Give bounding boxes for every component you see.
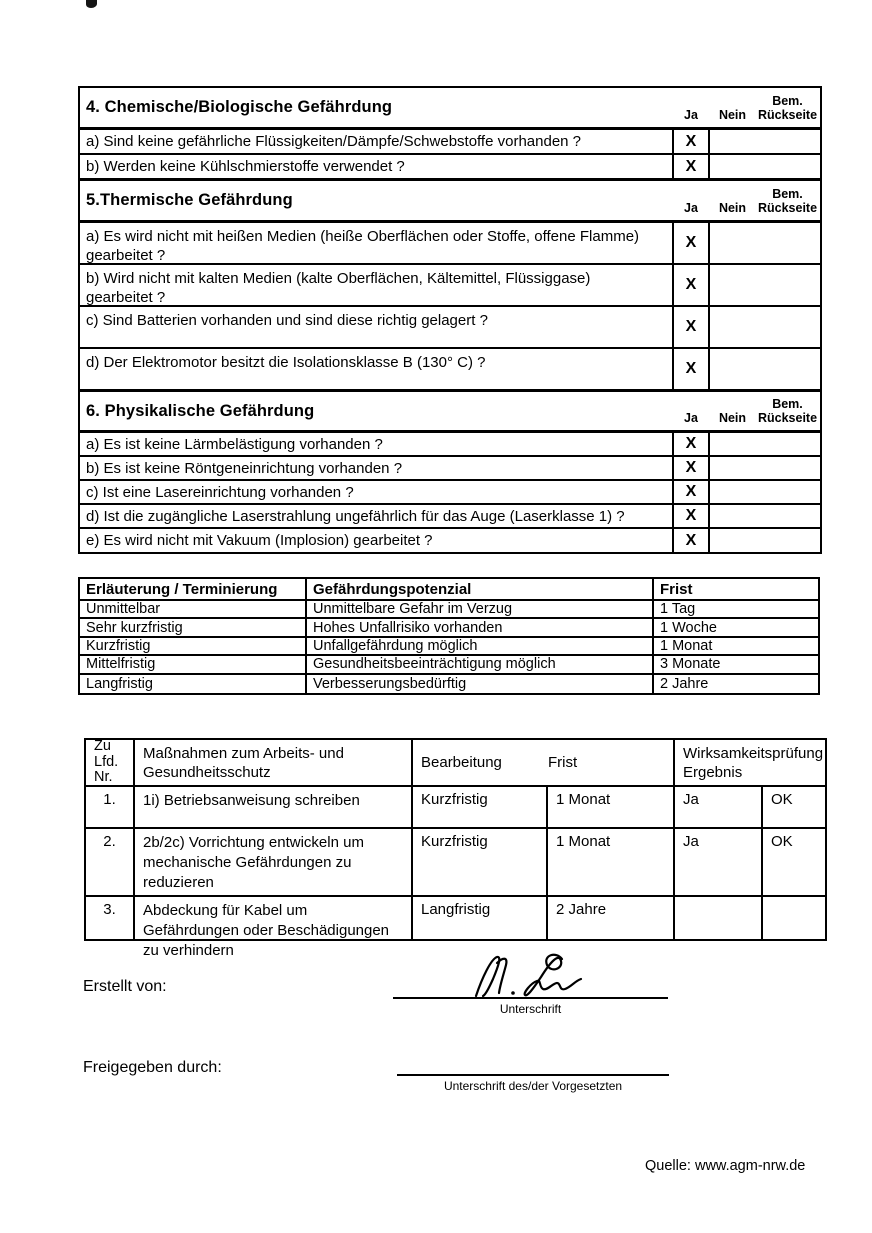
legend-cell: Unmittelbar <box>80 601 307 617</box>
hazard-questions-table <box>78 86 822 554</box>
answer-ja-cell: X <box>674 130 710 153</box>
section-5-header <box>80 180 820 223</box>
answer-ja-cell: X <box>674 349 710 389</box>
bem-label-line2: Rückseite <box>757 108 818 122</box>
legend-row <box>80 638 818 656</box>
answer-column-labels <box>672 392 820 430</box>
question-row <box>80 529 820 552</box>
legend-cell: 1 Woche <box>660 619 717 636</box>
section-4-header <box>80 88 820 130</box>
source-note: Quelle: www.agm-nrw.de <box>645 1158 806 1174</box>
ja-column-label: Ja <box>684 201 698 215</box>
legend-cell: 2 Jahre <box>660 675 709 692</box>
vorgesetzten-caption: Unterschrift des/der Vorgesetzten <box>443 1079 623 1093</box>
question-text: a) Sind keine gefährliche Flüssigkeiten/Dämpfe/Schwebstoffe vorhanden ? <box>80 130 674 153</box>
legend-cell: Sehr kurzfristig <box>80 619 307 635</box>
measures-header-nr: Zu Lfd. Nr. <box>86 740 135 785</box>
legend-cell: Gesundheitsbeeinträchtigung möglich <box>307 656 654 672</box>
question-text: b) Werden keine Kühlschmierstoffe verwendet ? <box>80 155 674 178</box>
measure-frist: 1 Monat <box>548 829 675 895</box>
scan-artifact <box>86 0 97 8</box>
question-text: c) Ist eine Lasereinrichtung vorhanden ? <box>80 481 674 503</box>
answer-bem-cell <box>710 265 820 305</box>
legend-row <box>80 601 818 619</box>
question-row <box>80 433 820 457</box>
bem-column-label <box>755 397 820 425</box>
question-text: a) Es ist keine Lärmbelästigung vorhanden ? <box>80 433 674 455</box>
question-text: e) Es wird nicht mit Vakuum (Implosion) gearbeitet ? <box>80 529 674 552</box>
ja-column-label: Ja <box>684 108 698 122</box>
legend-table <box>78 577 820 695</box>
legend-cell: Kurzfristig <box>80 638 307 654</box>
measure-row <box>86 829 825 897</box>
freigegeben-durch-label: Freigegeben durch: <box>83 1059 222 1076</box>
question-row <box>80 457 820 481</box>
legend-cell: Hohes Unfallrisiko vorhanden <box>307 619 654 635</box>
legend-header-potenzial: Gefährdungspotenzial <box>307 579 654 599</box>
measure-frist: 1 Monat <box>548 787 675 827</box>
answer-bem-cell <box>710 223 820 263</box>
measure-bearbeitung: Kurzfristig <box>413 829 548 895</box>
bem-label-line2: Rückseite <box>757 411 818 425</box>
measures-header-bearbeitung-frist <box>413 740 675 785</box>
bem-label-line1: Bem. <box>772 94 803 108</box>
bem-column-label <box>755 187 820 215</box>
legend-row <box>80 619 818 637</box>
legend-cell: Verbesserungsbedürftig <box>307 675 654 693</box>
section-6-title: 6. Physikalische Gefährdung <box>86 401 315 420</box>
ja-column-label: Ja <box>684 411 698 425</box>
legend-cell: Unmittelbare Gefahr im Verzug <box>307 601 654 617</box>
measure-nr: 1. <box>86 787 135 827</box>
answer-ja-cell: X <box>674 155 710 178</box>
bem-label-line1: Bem. <box>772 397 803 411</box>
section-4-title: 4. Chemische/Biologische Gefährdung <box>86 98 393 116</box>
nein-column-label: Nein <box>718 108 747 122</box>
answer-ja-cell: X <box>674 505 710 527</box>
question-text: d) Ist die zugängliche Laserstrahlung ungefährlich für das Auge (Laserklasse 1) ? <box>80 505 674 527</box>
question-text: b) Es ist keine Röntgeneinrichtung vorhanden ? <box>80 457 674 479</box>
answer-bem-cell <box>710 349 820 389</box>
measure-frist: 2 Jahre <box>548 897 675 939</box>
answer-bem-cell <box>710 130 820 153</box>
measure-nr: 3. <box>86 897 135 939</box>
legend-header-terminierung: Erläuterung / Terminierung <box>80 579 307 599</box>
question-text: a) Es wird nicht mit heißen Medien (heiße Oberflächen oder Stoffe, offene Flamme) gearbeitet ? <box>80 223 674 263</box>
measure-bearbeitung: Langfristig <box>413 897 548 939</box>
measure-row <box>86 787 825 829</box>
answer-bem-cell <box>710 505 820 527</box>
answer-ja-cell: X <box>674 481 710 503</box>
supervisor-signature-line <box>397 1074 669 1076</box>
erstellt-von-label: Erstellt von: <box>83 978 167 995</box>
answer-bem-cell <box>710 457 820 479</box>
answer-bem-cell <box>710 307 820 347</box>
section-6-header <box>80 391 820 433</box>
signature-image <box>468 950 618 1000</box>
measure-wirksamkeit <box>675 897 763 939</box>
question-row <box>80 130 820 155</box>
signature-line <box>393 997 668 999</box>
answer-bem-cell <box>710 433 820 455</box>
legend-cell: 1 Monat <box>660 637 713 654</box>
answer-ja-cell: X <box>674 265 710 305</box>
measure-wirksamkeit: Ja <box>675 829 763 895</box>
answer-ja-cell: X <box>674 529 710 552</box>
answer-bem-cell <box>710 155 820 178</box>
legend-cell: 1 Tag <box>660 601 696 618</box>
legend-cell: Unfallgefährdung möglich <box>307 638 654 654</box>
question-row <box>80 223 820 265</box>
question-text: b) Wird nicht mit kalten Medien (kalte Oberflächen, Kältemittel, Flüssiggase) gearbeitet ? <box>80 265 674 305</box>
question-text: d) Der Elektromotor besitzt die Isolationsklasse B (130° C) ? <box>80 349 674 389</box>
measure-ergebnis <box>763 897 825 939</box>
legend-cell: Langfristig <box>80 675 307 693</box>
legend-header-frist: Frist <box>660 580 693 598</box>
measures-header-massnahmen: Maßnahmen zum Arbeits- und Gesundheitsschutz <box>135 740 413 785</box>
measure-wirksamkeit: Ja <box>675 787 763 827</box>
legend-header-row <box>80 579 818 601</box>
measure-ergebnis: OK <box>771 791 793 808</box>
question-row <box>80 349 820 391</box>
unterschrift-caption: Unterschrift <box>499 1002 562 1016</box>
measures-table <box>84 738 827 959</box>
question-row <box>80 265 820 307</box>
measure-text: Abdeckung für Kabel um Gefährdungen oder Beschädigungen zu verhindern <box>135 897 413 939</box>
answer-bem-cell <box>710 529 820 552</box>
bem-label-line1: Bem. <box>772 187 803 201</box>
bem-label-line2: Rückseite <box>757 201 818 215</box>
nein-column-label: Nein <box>718 411 747 425</box>
legend-row <box>80 675 818 693</box>
answer-ja-cell: X <box>674 457 710 479</box>
measure-ergebnis: OK <box>771 833 793 850</box>
bem-column-label <box>755 94 820 122</box>
measures-header-bearbeitung: Bearbeitung <box>421 754 502 771</box>
question-row <box>80 307 820 349</box>
answer-bem-cell <box>710 481 820 503</box>
answer-ja-cell: X <box>674 223 710 263</box>
answer-ja-cell: X <box>674 433 710 455</box>
legend-cell: Mittelfristig <box>80 656 307 672</box>
measure-nr: 2. <box>86 829 135 895</box>
question-row <box>80 155 820 180</box>
question-row <box>80 505 820 529</box>
measures-header-row <box>86 740 825 787</box>
question-row <box>80 481 820 505</box>
measure-text: 2b/2c) Vorrichtung entwickeln um mechanische Gefährdungen zu reduzieren <box>135 829 413 895</box>
answer-column-labels <box>672 88 820 127</box>
measure-row <box>86 897 825 959</box>
measures-header-wirksamkeit: Wirksamkeitsprüfung Ergebnis <box>683 744 824 781</box>
measures-header-frist: Frist <box>548 754 578 771</box>
measure-text: 1i) Betriebsanweisung schreiben <box>135 787 413 827</box>
answer-ja-cell: X <box>674 307 710 347</box>
answer-column-labels <box>672 181 820 220</box>
section-5-title: 5.Thermische Gefährdung <box>86 191 293 209</box>
measure-bearbeitung: Kurzfristig <box>413 787 548 827</box>
legend-row <box>80 656 818 674</box>
legend-cell: 3 Monate <box>660 656 721 673</box>
question-text: c) Sind Batterien vorhanden und sind diese richtig gelagert ? <box>80 307 674 347</box>
nein-column-label: Nein <box>718 201 747 215</box>
